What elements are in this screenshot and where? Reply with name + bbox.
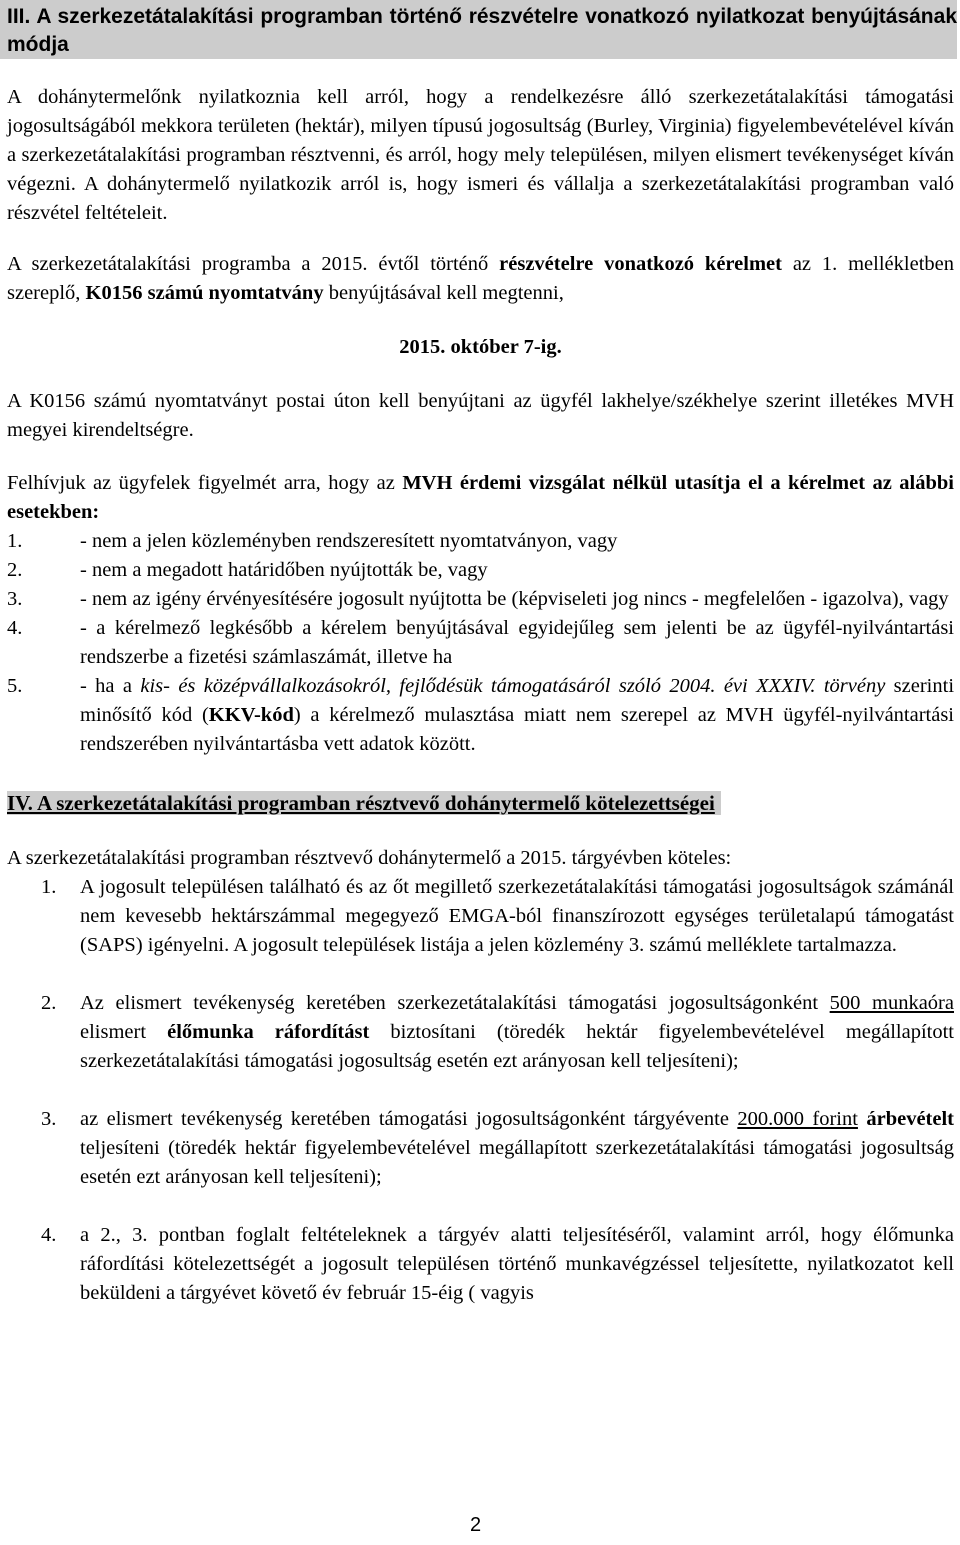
list-item: 2. - nem a megadott határidőben nyújtották be, vagy <box>7 559 488 581</box>
list-item: 1. - nem a jelen közleményben rendszeresített nyomtatványon, vagy <box>7 530 618 552</box>
list-item: 2. Az elismert tevékenység keretében szerkezetátalakítási támogatási jogosultságonként 500 munkaóra elismert élőmunka ráfordítást biztosítani (töredék hektár figyelembevételével megállapított szerkezetátalakítási támogatási jogosultság esetén ezt arányosan kell teljesíteni); <box>41 992 954 1072</box>
obligation-list <box>7 873 954 1308</box>
section-3-heading: III. A szerkezetátalakítási programban történő részvételre vonatkozó nyilatkozat benyújtásának módja <box>0 0 957 59</box>
section-3-paragraph-4: Felhívjuk az ügyfelek figyelmét arra, hogy az MVH érdemi vizsgálat nélkül utasítja el a kérelmet az alábbi esetekben: <box>7 472 954 523</box>
section-4-heading: IV. A szerkezetátalakítási programban résztvevő dohánytermelő kötelezettségei <box>7 789 954 818</box>
list-item: 4. - a kérelmező legkésőbb a kérelem benyújtásával egyidejűleg sem jelenti be az ügyfél-nyilvántartási rendszerbe a fizetési számlaszámát, illetve ha <box>7 617 954 668</box>
section-4-intro: A szerkezetátalakítási programban résztvevő dohánytermelő a 2015. tárgyévben köteles: <box>7 847 732 869</box>
list-item: 3. - nem az igény érvényesítésére jogosult nyújtotta be (képviseleti jog nincs - megfelelően - igazolva), vagy <box>7 588 949 610</box>
list-item: 4. a 2., 3. pontban foglalt feltételeknek a tárgyév alatti teljesítéséről, valamint arról, hogy élőmunka ráfordítási kötelezettségét a jogosult településen történő munkavégzéssel teljesítette, nyilatkozatot kell beküldeni a tárgyévet követő év február 15-éig ( vagyis <box>41 1224 954 1304</box>
list-item: 5. - ha a kis- és középvállalkozásokról, fejlődésük támogatásáról szóló 2004. évi XXXIV. törvény szerinti minősítő kód (KKV-kód) a kérelmező mulasztása miatt nem szerepel az MVH ügyfél-nyilvántartási rendszerében nyilvántartásba vett adatok között. <box>7 675 955 755</box>
list-item: 3. az elismert tevékenység keretében támogatási jogosultságonként tárgyévente 200.000 forint árbevételt teljesíteni (töredék hektár figyelembevételével megállapított szerkezetátalakítási támogatási jogosultság esetén ezt arányosan kell teljesíteni); <box>41 1108 955 1188</box>
document-page <box>7 0 957 1308</box>
page-number: 2 <box>470 1514 482 1536</box>
list-item: 1. A jogosult településen található és az őt megillető szerkezetátalakítási támogatási jogosultságok számánál nem kevesebb hektárszámmal megegyező EMGA-ból finanszírozott egységes területalapú támogatást (SAPS) igényelni. A jogosult települések listája a jelen közlemény 3. számú melléklete tartalmazza. <box>41 876 954 956</box>
section-3-paragraph-2: A szerkezetátalakítási programba a 2015. évtől történő részvételre vonatkozó kérelmet az 1. mellékletben szereplő, K0156 számú nyomtatvány benyújtásával kell megtenni, <box>7 253 954 304</box>
deadline-date: 2015. október 7-ig. <box>399 336 562 358</box>
rejection-list <box>7 527 954 759</box>
section-3-paragraph-3: A K0156 számú nyomtatványt postai úton kell benyújtani az ügyfél lakhelye/székhelye szerint illetékes MVH megyei kirendeltségre. <box>7 390 954 441</box>
section-3-paragraph-1: A dohánytermelőnk nyilatkoznia kell arról, hogy a rendelkezésre álló szerkezetátalakítási támogatási jogosultságából mekkora területen (hektár), milyen típusú jogosultság (Burley, Virginia) figyelembevételével kíván a szerkezetátalakítási programban résztvenni, és arról, hogy mely településen, milyen elismert tevékenységet kíván végezni. A dohánytermelő nyilatkozik arról is, hogy ismeri és vállalja a szerkezetátalakítási programban való részvétel feltételeit. <box>7 86 954 224</box>
